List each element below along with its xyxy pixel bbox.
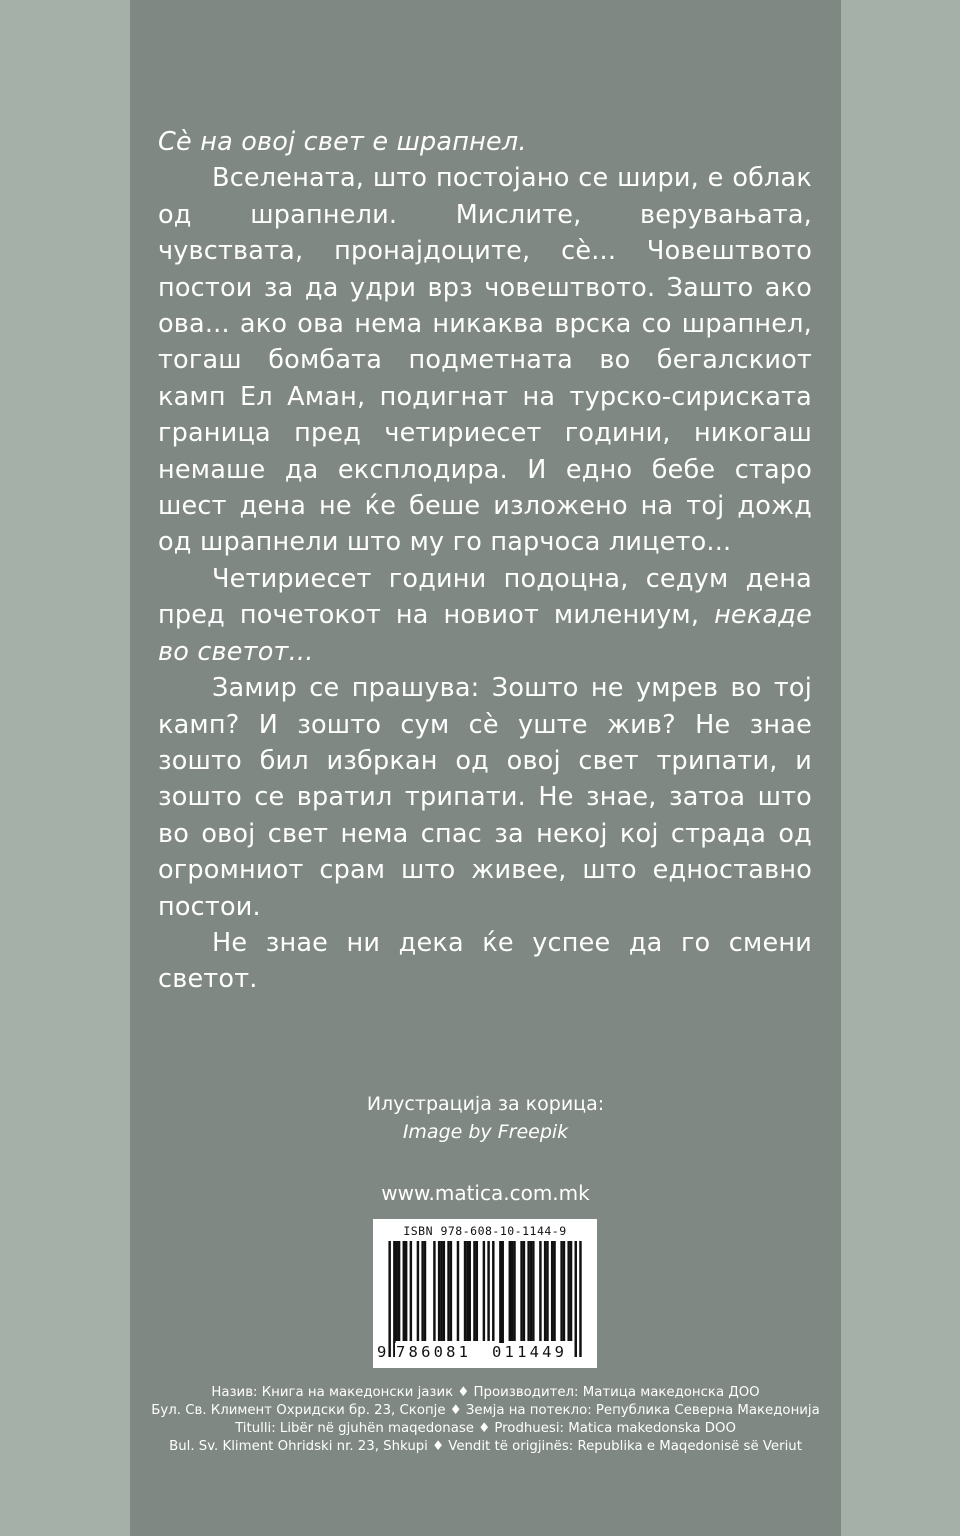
barcode-bar	[473, 1241, 475, 1341]
barcode-bar	[476, 1241, 478, 1341]
barcode-bars	[379, 1241, 591, 1357]
imprint-line-4: Bul. Sv. Kliment Ohridski nr. 23, Shkupi ♦ Vendit të origjinës: Republika e Maqedonisë së Veriut	[169, 1439, 802, 1454]
barcode-bar	[450, 1241, 452, 1341]
barcode-digits	[379, 1343, 591, 1365]
barcode-bar	[509, 1241, 511, 1341]
barcode-bar	[447, 1241, 449, 1341]
blurb-paragraph-2-text: Четириесет години подоцна, седум дена пред почетокот на новиот милениум,	[158, 563, 812, 631]
barcode-bar	[393, 1241, 395, 1357]
barcode-bar	[511, 1241, 513, 1341]
barcode-digits-left: 786081	[396, 1343, 472, 1361]
barcode-bar	[546, 1241, 548, 1341]
barcode-bar	[532, 1241, 534, 1341]
publisher-website[interactable]: www.matica.com.mk	[381, 1181, 590, 1205]
cover-illustration-credit	[130, 1090, 841, 1146]
imprint-block	[130, 1384, 841, 1456]
barcode-bar	[553, 1241, 555, 1341]
blurb-paragraph-2	[158, 561, 812, 670]
barcode-bar	[457, 1241, 459, 1341]
barcode-bar	[492, 1241, 494, 1341]
barcode-digits-right: 011449	[492, 1343, 568, 1361]
barcode-bar	[438, 1241, 440, 1341]
blurb-opening-line	[158, 124, 812, 160]
barcode-bar	[520, 1241, 522, 1341]
isbn-label: ISBN 978-608-10-1144-9	[403, 1224, 567, 1238]
barcode-bar	[499, 1241, 501, 1357]
barcode-bar	[579, 1241, 581, 1357]
barcode-bar	[440, 1241, 442, 1341]
blurb-opening-italic: Сѐ на овој свет е шрапнел.	[158, 127, 527, 157]
barcode-bar	[417, 1241, 419, 1341]
barcode-bar	[487, 1241, 489, 1341]
barcode-bar	[483, 1241, 485, 1341]
credit-label: Илустрација за корица:	[366, 1093, 605, 1115]
barcode-bar	[433, 1241, 435, 1341]
isbn-barcode	[373, 1219, 597, 1368]
imprint-line-3: Titulli: Libër në gjuhën maqedonase ♦ Prodhuesi: Matica makedonska DOO	[235, 1421, 736, 1436]
barcode-bar	[421, 1241, 423, 1341]
barcode-bar	[527, 1241, 529, 1341]
barcode-bar	[575, 1241, 577, 1357]
barcode-bar	[464, 1241, 466, 1341]
blurb-text	[158, 124, 812, 998]
barcode-bar	[501, 1241, 503, 1357]
blurb-paragraph-4: Не знае ни дека ќе успее да го смени светот.	[158, 927, 812, 995]
barcode-bar	[544, 1241, 546, 1341]
barcode-bar	[405, 1241, 407, 1341]
barcode-bar	[551, 1241, 553, 1341]
barcode-bar	[395, 1241, 397, 1341]
blurb-paragraph-2-italic: некаде во светот...	[158, 600, 812, 667]
barcode-bar	[424, 1241, 426, 1341]
blurb-paragraph-1: Вселената, што постојано се шири, е облак од шрапнели. Мислите, верувањата, чувствата, пронајдоците, сѐ... Човештвото постои за да удри врз човештвото. Зашто ако ова... ако ова нема никаква врска со шрапнел, тогаш бомбата подметната во бегалскиот камп Ел Аман, подигнат на турско-сириската граница пред четириесет години, никогаш немаше да експлодира. И едно бебе старо шест дена не ќе беше изложено на тој дожд од шрапнели што му го парчоса лицето...	[158, 163, 812, 558]
barcode-bar	[567, 1241, 569, 1341]
barcode-bar	[530, 1241, 532, 1341]
barcode-bar	[410, 1241, 412, 1341]
barcode-bar	[403, 1241, 405, 1341]
barcode-bar	[523, 1241, 525, 1341]
barcode-bar	[388, 1241, 390, 1357]
credit-value: Image by Freepik	[402, 1121, 569, 1143]
barcode-bar	[513, 1241, 515, 1341]
barcode-bar	[539, 1241, 541, 1341]
barcode-bar	[570, 1241, 572, 1341]
imprint-line-1: Назив: Книга на македонски јазик ♦ Производител: Матица македонска ДОО	[211, 1385, 760, 1400]
barcode-bar	[443, 1241, 445, 1341]
barcode-digit-first: 9	[377, 1343, 387, 1361]
barcode-bar	[466, 1241, 468, 1341]
barcode-bar	[560, 1241, 562, 1341]
imprint-line-2: Бул. Св. Климент Охридски бр. 23, Скопје ♦ Земја на потекло: Република Северна Македонија	[151, 1403, 820, 1418]
barcode-bar	[563, 1241, 565, 1341]
blurb-paragraph-3: Замир се прашува: Зошто не умрев во тој камп? И зошто сум сѐ уште жив? Не знае зошто бил избркан од овој свет трипати, и зошто се вратил трипати. Не знае, затоа што во овој свет нема спас за некој кој страда од огромниот срам што живее, што едноставно постои.	[158, 673, 812, 922]
barcode-bar	[469, 1241, 471, 1341]
barcode-bar	[398, 1241, 400, 1341]
